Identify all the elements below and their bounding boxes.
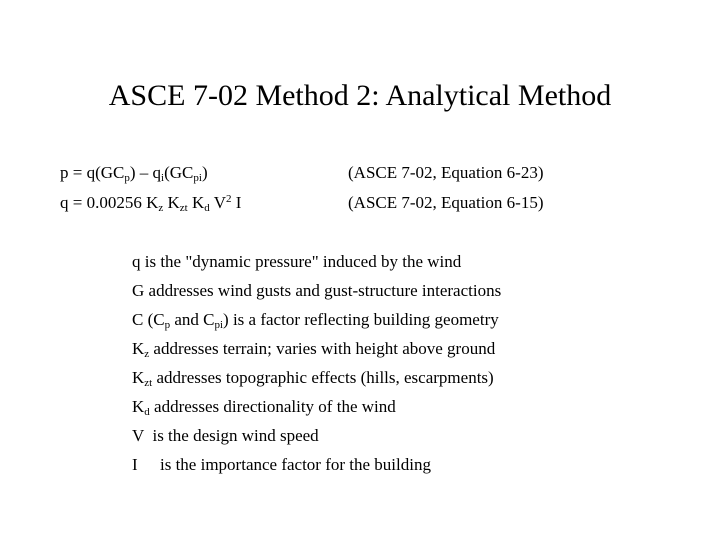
slide-title: ASCE 7-02 Method 2: Analytical Method xyxy=(108,79,612,112)
definition-q: q is the "dynamic pressure" induced by the wind xyxy=(132,252,462,271)
definition-g: G addresses wind gusts and gust-structure interactions xyxy=(132,281,502,300)
velocity-pressure-formula: q = 0.00256 $K_z$ $K_{zt}$ $K_d$ $V^2$ I xyxy=(60,193,242,214)
definition-list xyxy=(132,251,692,483)
velocity-pressure-equation-reference: (ASCE 7-02, Equation 6-15) xyxy=(348,193,544,212)
definition-kzt: $K_{zt}$ addresses topographic effects (hills, escarpments) xyxy=(132,368,494,389)
definition-i: I is the importance factor for the building xyxy=(132,455,431,474)
pressure-formula: $p = q(GC_p) - q_i(GC_{pi})$ xyxy=(60,163,208,184)
pressure-equation-reference: (ASCE 7-02, Equation 6-23) xyxy=(348,163,544,182)
definition-c: C ($C_p$ and $C_{pi}$) is a factor reflecting building geometry xyxy=(132,310,499,331)
definition-v: V is the design wind speed xyxy=(132,426,319,445)
definition-kz: $K_z$ addresses terrain; varies with height above ground xyxy=(132,339,496,360)
definition-kd: $K_d$ addresses directionality of the wind xyxy=(132,397,396,418)
